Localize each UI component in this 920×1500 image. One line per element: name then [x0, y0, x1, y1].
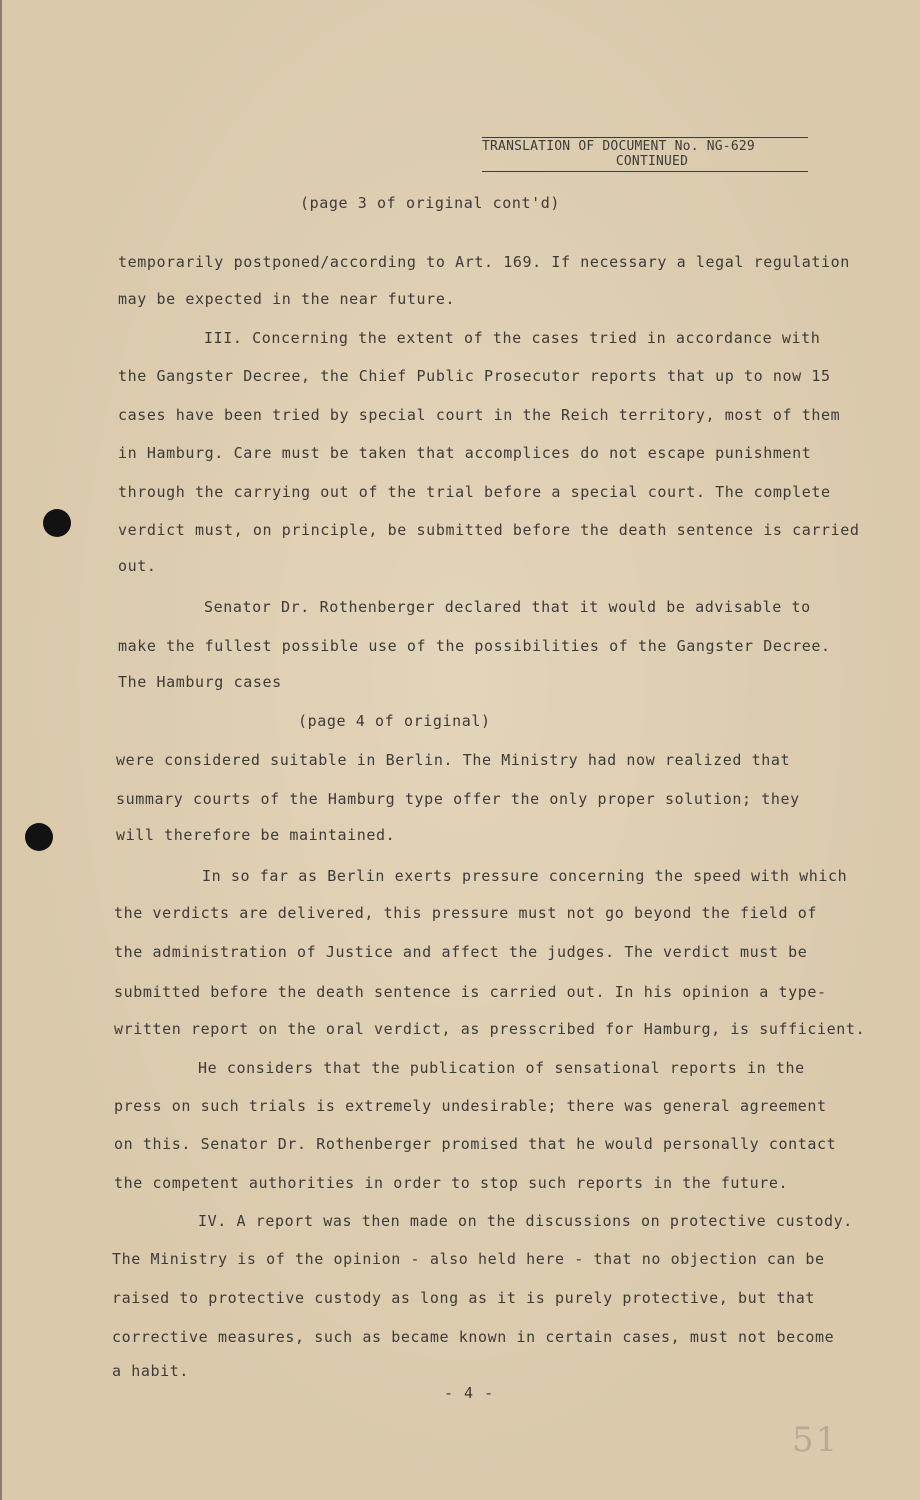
text-line: verdict must, on principle, be submitted before the death sentence is carried [118, 521, 860, 539]
heading-rule-top [482, 137, 808, 138]
text-line: In so far as Berlin exerts pressure concerning the speed with which [202, 867, 848, 885]
heading-title: TRANSLATION OF DOCUMENT No. NG-629 [482, 139, 755, 154]
text-line: may be expected in the near future. [118, 290, 456, 308]
punch-hole [43, 509, 71, 537]
page-number: - 4 - [444, 1384, 495, 1402]
text-line: He considers that the publication of sensational reports in the [198, 1059, 805, 1077]
text-line: the Gangster Decree, the Chief Public Prosecutor reports that up to now 15 [118, 367, 831, 385]
heading-rule-bottom [482, 171, 808, 172]
document-heading [482, 137, 808, 172]
text-line: corrective measures, such as became known in certain cases, must not become [112, 1328, 835, 1346]
text-line: press on such trials is extremely undesirable; there was general agreement [114, 1097, 827, 1115]
text-line: the verdicts are delivered, this pressure must not go beyond the field of [114, 904, 818, 922]
text-line: were considered suitable in Berlin. The Ministry had now realized that [116, 751, 791, 769]
text-line: make the fullest possible use of the possibilities of the Gangster Decree. [118, 637, 831, 655]
text-line: in Hamburg. Care must be taken that accomplices do not escape punishment [118, 444, 812, 462]
heading-continued: CONTINUED [615, 154, 689, 169]
text-line: a habit. [112, 1362, 190, 1380]
text-line: III. Concerning the extent of the cases tried in accordance with [204, 329, 821, 347]
text-line: the competent authorities in order to stop such reports in the future. [114, 1174, 789, 1192]
text-line: on this. Senator Dr. Rothenberger promised that he would personally contact [114, 1135, 837, 1153]
text-line: will therefore be maintained. [116, 826, 396, 844]
text-line: raised to protective custody as long as it is purely protective, but that [112, 1289, 816, 1307]
text-line: IV. A report was then made on the discussions on protective custody. [198, 1212, 853, 1230]
text-line: out. [118, 557, 157, 575]
text-line: the administration of Justice and affect the judges. The verdict must be [114, 943, 808, 961]
punch-hole [25, 823, 53, 851]
text-line: submitted before the death sentence is carried out. In his opinion a type- [114, 983, 827, 1001]
page-reference: (page 4 of original) [298, 712, 491, 730]
text-line: through the carrying out of the trial before a special court. The complete [118, 483, 831, 501]
text-line: The Ministry is of the opinion - also held here - that no objection can be [112, 1250, 825, 1268]
page-edge-shadow [0, 0, 2, 1500]
text-line: The Hamburg cases [118, 673, 282, 691]
text-line: written report on the oral verdict, as presscribed for Hamburg, is sufficient. [114, 1020, 866, 1038]
archive-stamp: 51 [792, 1420, 840, 1460]
text-line: cases have been tried by special court in the Reich territory, most of them [118, 406, 841, 424]
text-line: summary courts of the Hamburg type offer the only proper solution; they [116, 790, 800, 808]
page-reference: (page 3 of original cont'd) [300, 194, 561, 212]
text-line: temporarily postponed/according to Art. 169. If necessary a legal regulation [118, 253, 850, 271]
text-line: Senator Dr. Rothenberger declared that it would be advisable to [204, 598, 811, 616]
